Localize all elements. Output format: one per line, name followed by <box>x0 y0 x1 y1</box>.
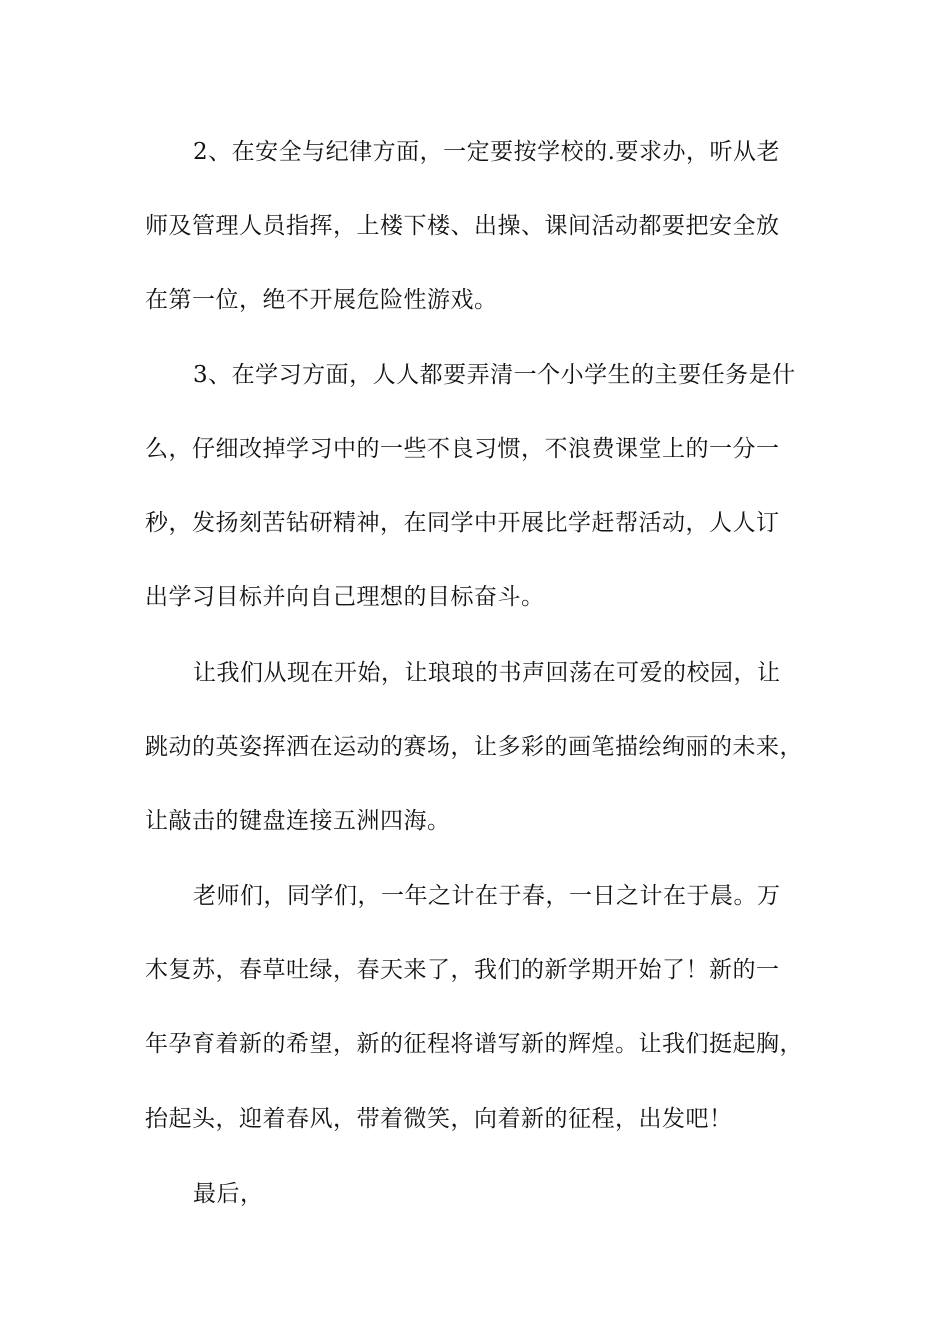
paragraph-2-line-3: 秒，发扬刻苦钻研精神，在同学中开展比学赶帮活动，人人订 <box>145 510 780 536</box>
paragraph-1-line-3: 在第一位，绝不开展危险性游戏。 <box>145 287 498 313</box>
paragraph-5-line-1: 最后， <box>193 1181 264 1207</box>
paragraph-2-line-2: 么，仔细改掉学习中的一些不良习惯，不浪费课堂上的一分一 <box>145 436 780 462</box>
paragraph-3-line-3: 让敲击的键盘连接五洲四海。 <box>145 808 451 834</box>
paragraph-3-line-1: 让我们从现在开始，让琅琅的书声回荡在可爱的校园，让 <box>193 660 781 686</box>
paragraph-4-line-3: 年孕育着新的希望，新的征程将谱写新的辉煌。让我们挺起胸， <box>145 1031 803 1057</box>
paragraph-1-line-2: 师及管理人员指挥，上楼下楼、出操、课间活动都要把安全放 <box>145 213 780 239</box>
paragraph-3-line-2: 跳动的英姿挥洒在运动的赛场，让多彩的画笔描绘绚丽的未来， <box>145 734 803 760</box>
paragraph-2-line-4: 出学习目标并向自己理想的目标奋斗。 <box>145 584 545 610</box>
paragraph-4-line-1: 老师们，同学们，一年之计在于春，一日之计在于晨。万 <box>193 883 781 909</box>
paragraph-4-line-2: 木复苏，春草吐绿，春天来了，我们的新学期开始了！新的一 <box>145 957 780 983</box>
paragraph-2-line-1: 3、在学习方面，人人都要弄清一个小学生的主要任务是什 <box>193 362 796 388</box>
paragraph-1-line-1: 2、在安全与纪律方面，一定要按学校的.要求办，听从老 <box>193 139 780 165</box>
paragraph-4-line-4: 抬起头，迎着春风，带着微笑，向着新的征程，出发吧！ <box>145 1106 733 1132</box>
